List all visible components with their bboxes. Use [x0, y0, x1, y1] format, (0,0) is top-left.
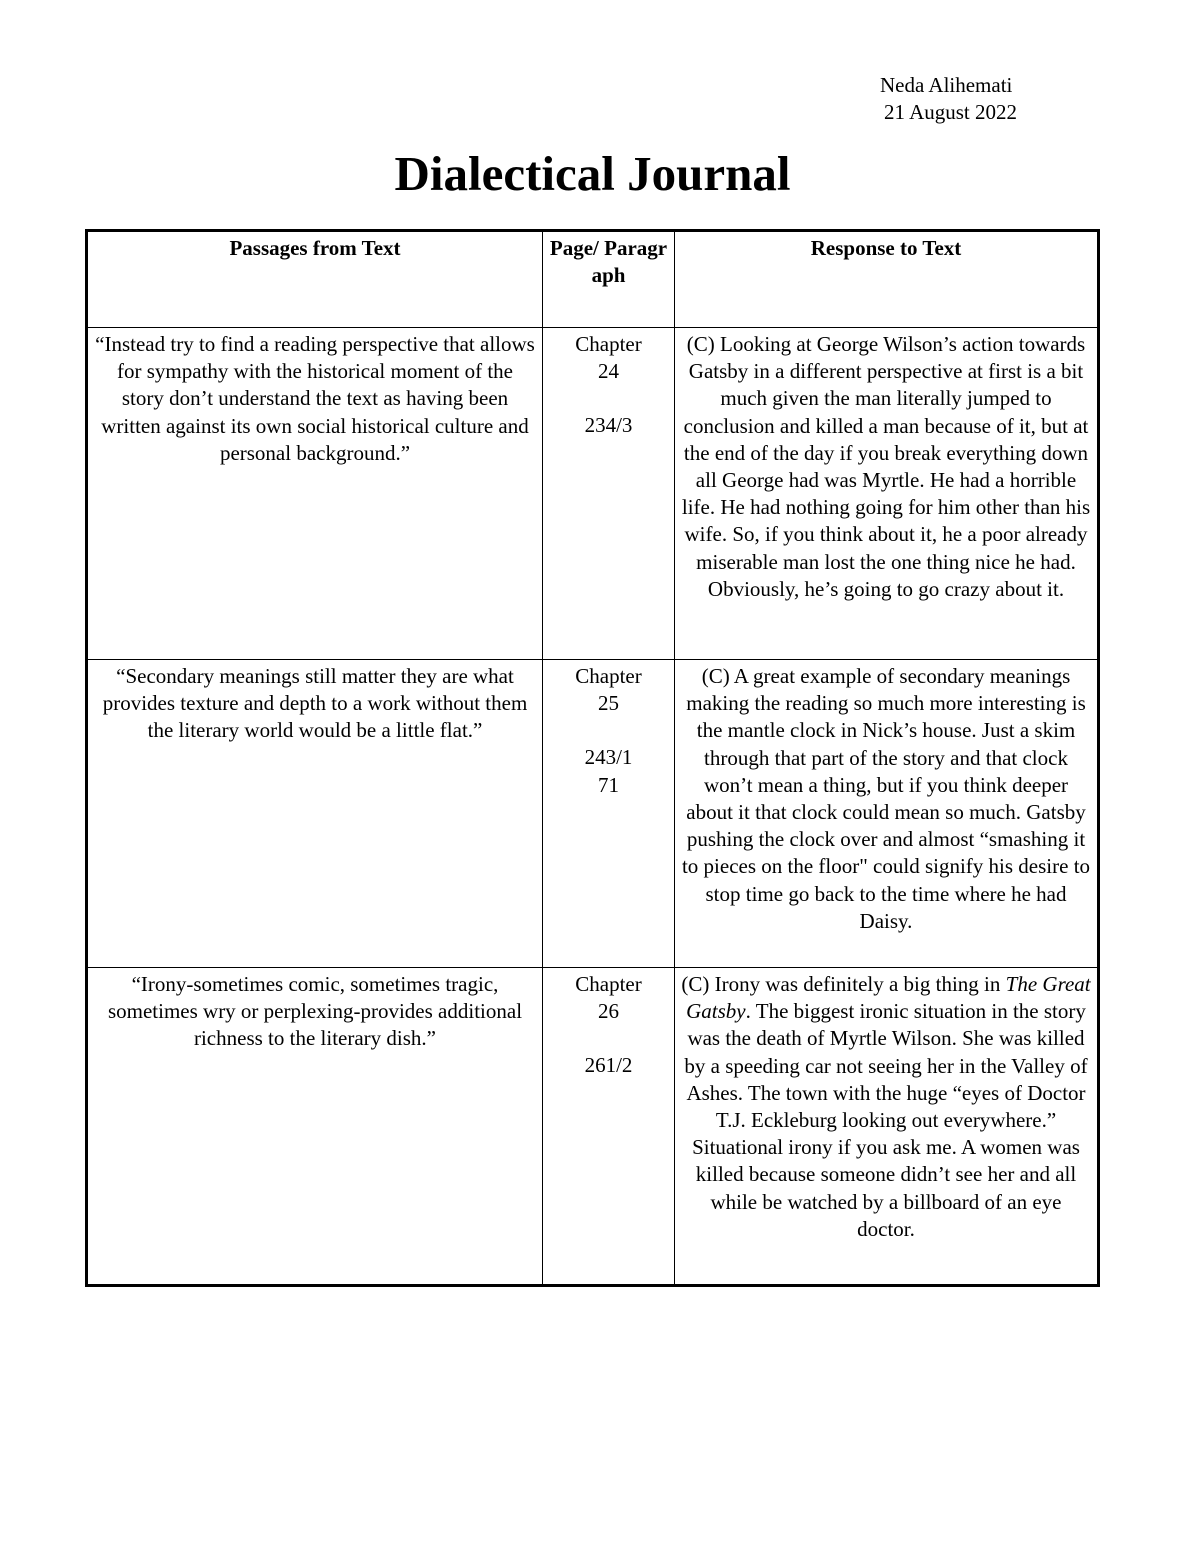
header-response: Response to Text [675, 231, 1099, 328]
page-ref-cell [543, 660, 675, 968]
chapter-number: 26 [598, 999, 619, 1024]
passage-cell: “Instead try to find a reading perspective that allows for sympathy with the historical moment of the story don’t understand the text as having been written against its own social historical culture and personal background.” [87, 328, 543, 660]
page-paragraph-ref: 71 [598, 772, 619, 797]
chapter-label: Chapter [575, 972, 642, 996]
journal-table [85, 229, 1100, 1287]
book-title: The Great Gatsby [686, 972, 1091, 1024]
header-page-paragraph: Page/ Paragraph [543, 231, 675, 328]
response-intro: (C) Irony was definitely a big thing in [681, 972, 1001, 996]
page-paragraph-ref: 243/1 [584, 745, 633, 770]
response-rest: . The biggest ironic situation in the story was the death of Myrtle Wilson. She was killed by a speeding car not seeing her in the Valley of Ashes. The town with the huge “eyes of Doctor T.J. Eckleburg looking out everywhere.” Situational irony if you ask me. A women was killed because someone didn’t see her and all while be watched by a billboard of an eye doctor. [684, 999, 1088, 1241]
chapter-label: Chapter [575, 332, 642, 356]
page-paragraph-ref: 261/2 [584, 1053, 633, 1078]
response-cell [675, 968, 1099, 1286]
chapter-number: 25 [598, 691, 619, 716]
header-passages: Passages from Text [87, 231, 543, 328]
table-row [87, 968, 1099, 1286]
author-name: Neda Alihemati [880, 73, 1013, 97]
author-header [880, 72, 1080, 126]
table-header-row [87, 231, 1099, 328]
chapter-label: Chapter [575, 664, 642, 688]
document-date: 21 August 2022 [884, 100, 1018, 124]
response-cell: (C) Looking at George Wilson’s action towards Gatsby in a different perspective at first is a bit much given the man literally jumped to conclusion and killed a man because of it, but at the end of the day if you break everything down all George had was Myrtle. He had a horrible life. He had nothing going for him other than his wife. So, if you think about it, he a poor already miserable man lost the one thing nice he had. Obviously, he’s going to go crazy about it. [675, 328, 1099, 660]
page-title: Dialectical Journal [394, 146, 791, 201]
table-row [87, 660, 1099, 968]
page-ref-cell [543, 968, 675, 1286]
response-cell: (C) A great example of secondary meanings making the reading so much more interesting is the mantle clock in Nick’s house. Just a skim through that part of the story and that clock won’t mean a thing, but if you think deeper about it that clock could mean so much. Gatsby pushing the clock over and almost “smashing it to pieces on the floor" could signify his desire to stop time go back to the time where he had Daisy. [675, 660, 1099, 968]
page-paragraph-ref: 234/3 [584, 413, 633, 438]
passage-cell: “Secondary meanings still matter they are what provides texture and depth to a work without them the literary world would be a little flat.” [87, 660, 543, 968]
table-row [87, 328, 1099, 660]
passage-cell: “Irony-sometimes comic, sometimes tragic, sometimes wry or perplexing-provides additional richness to the literary dish.” [87, 968, 543, 1286]
page-ref-cell [543, 328, 675, 660]
chapter-number: 24 [598, 359, 619, 384]
